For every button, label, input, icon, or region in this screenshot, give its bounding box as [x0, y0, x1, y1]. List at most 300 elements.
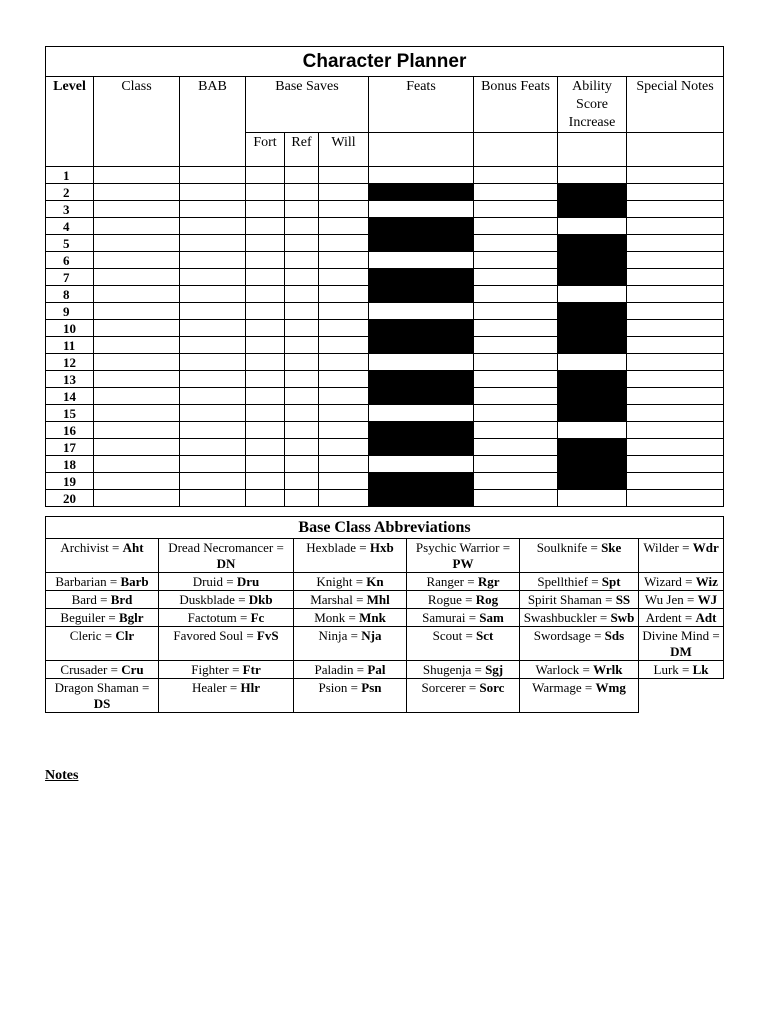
abbreviation-cell [159, 661, 294, 679]
ability-score-cell [558, 320, 627, 337]
class-cell[interactable] [94, 184, 180, 201]
ability-score-cell [558, 269, 627, 286]
abbreviation-cell [46, 679, 159, 713]
class-abbreviation: Mnk [359, 610, 386, 625]
class-name: Factotum = [187, 610, 251, 625]
abbreviations-title: Base Class Abbreviations [46, 517, 724, 539]
abbreviation-cell [159, 539, 294, 573]
class-cell[interactable] [94, 473, 180, 490]
special-notes-cell[interactable] [627, 235, 724, 252]
ref-cell[interactable] [285, 167, 319, 184]
abbreviation-cell [639, 661, 724, 679]
will-cell[interactable] [319, 167, 369, 184]
bab-cell[interactable] [180, 184, 246, 201]
feats-cell [369, 286, 474, 303]
ability-score-cell [558, 303, 627, 320]
ability-score-cell[interactable] [558, 286, 627, 303]
level-row [46, 439, 724, 456]
level-number: 17 [46, 439, 94, 456]
header-blank-cell [558, 133, 627, 167]
feats-cell [369, 337, 474, 354]
bab-cell[interactable] [180, 218, 246, 235]
class-cell[interactable] [94, 388, 180, 405]
will-cell[interactable] [319, 337, 369, 354]
class-abbreviation: Dkb [248, 592, 273, 607]
class-cell[interactable] [94, 201, 180, 218]
class-abbreviation: Wmg [595, 680, 626, 695]
will-cell[interactable] [319, 405, 369, 422]
class-abbreviation: Psn [361, 680, 382, 695]
abbreviation-cell [639, 591, 724, 609]
abbreviation-cell [520, 627, 639, 661]
bonus-feats-cell[interactable] [474, 252, 558, 269]
will-cell[interactable] [319, 269, 369, 286]
special-notes-cell[interactable] [627, 490, 724, 507]
fort-cell[interactable] [246, 286, 285, 303]
feats-cell [369, 235, 474, 252]
class-name: Scout = [432, 628, 477, 643]
fort-cell[interactable] [246, 473, 285, 490]
will-cell[interactable] [319, 388, 369, 405]
bab-cell[interactable] [180, 388, 246, 405]
feats-cell[interactable] [369, 456, 474, 473]
ref-cell[interactable] [285, 371, 319, 388]
class-name: Archivist = [60, 540, 123, 555]
ability-score-cell[interactable] [558, 422, 627, 439]
feats-cell[interactable] [369, 201, 474, 218]
bonus-feats-cell[interactable] [474, 439, 558, 456]
special-notes-cell[interactable] [627, 269, 724, 286]
ref-cell[interactable] [285, 184, 319, 201]
level-row [46, 269, 724, 286]
bab-cell[interactable] [180, 405, 246, 422]
class-abbreviation: DM [670, 644, 692, 659]
header-class: Class [94, 77, 180, 167]
special-notes-cell[interactable] [627, 422, 724, 439]
bonus-feats-cell[interactable] [474, 218, 558, 235]
will-cell[interactable] [319, 490, 369, 507]
special-notes-cell[interactable] [627, 201, 724, 218]
bonus-feats-cell[interactable] [474, 371, 558, 388]
level-number: 12 [46, 354, 94, 371]
abbreviation-row [46, 539, 724, 573]
will-cell[interactable] [319, 252, 369, 269]
bab-cell[interactable] [180, 269, 246, 286]
ability-score-cell [558, 388, 627, 405]
level-number: 1 [46, 167, 94, 184]
base-class-abbreviations-table [45, 516, 724, 713]
class-abbreviation: Pal [367, 662, 386, 677]
fort-cell[interactable] [246, 490, 285, 507]
abbreviation-cell [46, 627, 159, 661]
ability-score-cell [558, 405, 627, 422]
class-abbreviation: Adt [695, 610, 717, 625]
class-cell[interactable] [94, 218, 180, 235]
ref-cell[interactable] [285, 286, 319, 303]
special-notes-cell[interactable] [627, 303, 724, 320]
ref-cell[interactable] [285, 422, 319, 439]
class-cell[interactable] [94, 252, 180, 269]
bonus-feats-cell[interactable] [474, 473, 558, 490]
class-abbreviation: PW [452, 556, 474, 571]
class-name: Fighter = [191, 662, 243, 677]
notes-label: Notes [45, 768, 79, 783]
ability-score-cell [558, 337, 627, 354]
feats-cell [369, 184, 474, 201]
header-ability-score-increase: Ability Score Increase [558, 77, 627, 133]
class-name: Monk = [314, 610, 360, 625]
bab-cell[interactable] [180, 252, 246, 269]
feats-cell [369, 422, 474, 439]
class-abbreviation: Lk [692, 662, 709, 677]
level-row [46, 490, 724, 507]
bonus-feats-cell[interactable] [474, 303, 558, 320]
class-abbreviation: Ftr [242, 662, 261, 677]
class-abbreviation: SS [615, 592, 631, 607]
fort-cell[interactable] [246, 337, 285, 354]
class-name: Wu Jen = [644, 592, 698, 607]
ref-cell[interactable] [285, 473, 319, 490]
abbreviation-cell [520, 539, 639, 573]
feats-cell [369, 388, 474, 405]
empty-cell [639, 679, 724, 713]
abbreviation-cell [407, 609, 520, 627]
bab-cell[interactable] [180, 422, 246, 439]
class-name: Crusader = [60, 662, 122, 677]
fort-cell[interactable] [246, 235, 285, 252]
ability-score-cell[interactable] [558, 167, 627, 184]
level-number: 9 [46, 303, 94, 320]
bonus-feats-cell[interactable] [474, 490, 558, 507]
class-cell[interactable] [94, 337, 180, 354]
bonus-feats-cell[interactable] [474, 337, 558, 354]
special-notes-cell[interactable] [627, 320, 724, 337]
ref-cell[interactable] [285, 439, 319, 456]
ref-cell[interactable] [285, 218, 319, 235]
level-number: 10 [46, 320, 94, 337]
class-abbreviation: Fc [250, 610, 265, 625]
abbreviation-cell [294, 573, 407, 591]
ref-cell[interactable] [285, 337, 319, 354]
abbreviation-cell [639, 627, 724, 661]
bab-cell[interactable] [180, 320, 246, 337]
class-cell[interactable] [94, 405, 180, 422]
ref-cell[interactable] [285, 354, 319, 371]
class-cell[interactable] [94, 286, 180, 303]
ref-cell[interactable] [285, 303, 319, 320]
bonus-feats-cell[interactable] [474, 320, 558, 337]
class-abbreviation: Ske [601, 540, 622, 555]
bab-cell[interactable] [180, 473, 246, 490]
class-name: Psion = [318, 680, 362, 695]
class-name: Lurk = [653, 662, 693, 677]
level-rows [46, 167, 724, 507]
class-name: Favored Soul = [173, 628, 257, 643]
feats-cell[interactable] [369, 252, 474, 269]
fort-cell[interactable] [246, 303, 285, 320]
ability-score-cell [558, 235, 627, 252]
class-abbreviation: Sct [476, 628, 494, 643]
feats-cell [369, 320, 474, 337]
abbreviation-cell [46, 591, 159, 609]
special-notes-cell[interactable] [627, 354, 724, 371]
bonus-feats-cell[interactable] [474, 422, 558, 439]
feats-cell [369, 473, 474, 490]
level-row [46, 473, 724, 490]
class-name: Rogue = [427, 592, 476, 607]
feats-cell[interactable] [369, 405, 474, 422]
class-cell[interactable] [94, 235, 180, 252]
class-cell[interactable] [94, 167, 180, 184]
class-name: Healer = [192, 680, 241, 695]
fort-cell[interactable] [246, 167, 285, 184]
fort-cell[interactable] [246, 252, 285, 269]
bonus-feats-cell[interactable] [474, 354, 558, 371]
bonus-feats-cell[interactable] [474, 456, 558, 473]
header-blank-cell [474, 133, 558, 167]
feats-cell [369, 490, 474, 507]
special-notes-cell[interactable] [627, 252, 724, 269]
class-abbreviation: Wdr [692, 540, 719, 555]
header-fort: Fort [246, 133, 285, 167]
level-number: 2 [46, 184, 94, 201]
level-number: 5 [46, 235, 94, 252]
class-cell[interactable] [94, 490, 180, 507]
special-notes-cell[interactable] [627, 439, 724, 456]
special-notes-cell[interactable] [627, 286, 724, 303]
header-will: Will [319, 133, 369, 167]
fort-cell[interactable] [246, 201, 285, 218]
bonus-feats-cell[interactable] [474, 405, 558, 422]
ref-cell[interactable] [285, 235, 319, 252]
bab-cell[interactable] [180, 490, 246, 507]
ref-cell[interactable] [285, 320, 319, 337]
header-bab: BAB [180, 77, 246, 167]
class-name: Divine Mind = [642, 628, 720, 643]
fort-cell[interactable] [246, 320, 285, 337]
level-number: 14 [46, 388, 94, 405]
class-abbreviation: Swb [610, 610, 635, 625]
bab-cell[interactable] [180, 235, 246, 252]
header-level: Level [46, 77, 94, 167]
ref-cell[interactable] [285, 201, 319, 218]
abbreviation-row [46, 679, 724, 713]
will-cell[interactable] [319, 422, 369, 439]
ref-cell[interactable] [285, 388, 319, 405]
special-notes-cell[interactable] [627, 167, 724, 184]
ability-score-cell [558, 473, 627, 490]
class-name: Swordsage = [533, 628, 605, 643]
class-abbreviation: Aht [122, 540, 144, 555]
ability-score-cell [558, 184, 627, 201]
level-row [46, 405, 724, 422]
bab-cell[interactable] [180, 286, 246, 303]
class-abbreviation: Bglr [119, 610, 144, 625]
ref-cell[interactable] [285, 405, 319, 422]
ref-cell[interactable] [285, 490, 319, 507]
level-number: 6 [46, 252, 94, 269]
bab-cell[interactable] [180, 456, 246, 473]
class-cell[interactable] [94, 371, 180, 388]
class-name: Dragon Shaman = [54, 680, 150, 695]
will-cell[interactable] [319, 218, 369, 235]
ref-cell[interactable] [285, 269, 319, 286]
abbreviation-rows [46, 539, 724, 713]
abbreviation-row [46, 609, 724, 627]
ref-cell[interactable] [285, 252, 319, 269]
bonus-feats-cell[interactable] [474, 184, 558, 201]
fort-cell[interactable] [246, 422, 285, 439]
bab-cell[interactable] [180, 354, 246, 371]
fort-cell[interactable] [246, 184, 285, 201]
bab-cell[interactable] [180, 167, 246, 184]
bonus-feats-cell[interactable] [474, 235, 558, 252]
bab-cell[interactable] [180, 303, 246, 320]
class-abbreviation: Spt [601, 574, 621, 589]
will-cell[interactable] [319, 184, 369, 201]
class-name: Cleric = [69, 628, 116, 643]
class-cell[interactable] [94, 269, 180, 286]
class-abbreviation: Sam [479, 610, 504, 625]
fort-cell[interactable] [246, 269, 285, 286]
class-name: Paladin = [314, 662, 368, 677]
special-notes-cell[interactable] [627, 337, 724, 354]
class-name: Knight = [316, 574, 367, 589]
special-notes-cell[interactable] [627, 184, 724, 201]
will-cell[interactable] [319, 303, 369, 320]
will-cell[interactable] [319, 371, 369, 388]
abbreviation-cell [46, 661, 159, 679]
abbreviation-cell [294, 539, 407, 573]
feats-cell [369, 269, 474, 286]
header-bonus-feats: Bonus Feats [474, 77, 558, 133]
level-row [46, 201, 724, 218]
abbreviation-cell [639, 573, 724, 591]
special-notes-cell[interactable] [627, 456, 724, 473]
will-cell[interactable] [319, 320, 369, 337]
abbreviation-cell [46, 573, 159, 591]
class-abbreviation: Wrlk [593, 662, 623, 677]
level-number: 7 [46, 269, 94, 286]
level-number: 13 [46, 371, 94, 388]
bab-cell[interactable] [180, 371, 246, 388]
abbreviation-cell [294, 627, 407, 661]
ability-score-cell[interactable] [558, 218, 627, 235]
level-number: 15 [46, 405, 94, 422]
abbreviation-cell [294, 661, 407, 679]
level-row [46, 456, 724, 473]
class-name: Ranger = [426, 574, 478, 589]
level-number: 3 [46, 201, 94, 218]
level-number: 19 [46, 473, 94, 490]
fort-cell[interactable] [246, 354, 285, 371]
class-name: Hexblade = [306, 540, 370, 555]
feats-cell [369, 439, 474, 456]
special-notes-cell[interactable] [627, 473, 724, 490]
class-abbreviation: DN [216, 556, 236, 571]
abbreviation-row [46, 573, 724, 591]
level-row [46, 422, 724, 439]
ability-score-cell[interactable] [558, 490, 627, 507]
will-cell[interactable] [319, 286, 369, 303]
special-notes-cell[interactable] [627, 218, 724, 235]
abbreviation-cell [639, 609, 724, 627]
bonus-feats-cell[interactable] [474, 201, 558, 218]
feats-cell[interactable] [369, 167, 474, 184]
abbreviation-cell [639, 539, 724, 573]
header-special-notes: Special Notes [627, 77, 724, 133]
level-row [46, 371, 724, 388]
ability-score-cell [558, 456, 627, 473]
class-abbreviation: FvS [256, 628, 279, 643]
class-cell[interactable] [94, 456, 180, 473]
will-cell[interactable] [319, 456, 369, 473]
special-notes-cell[interactable] [627, 388, 724, 405]
class-name: Ardent = [645, 610, 696, 625]
class-abbreviation: Mhl [366, 592, 390, 607]
fort-cell[interactable] [246, 388, 285, 405]
will-cell[interactable] [319, 473, 369, 490]
bab-cell[interactable] [180, 439, 246, 456]
ability-score-cell[interactable] [558, 354, 627, 371]
abbreviation-cell [407, 627, 520, 661]
bonus-feats-cell[interactable] [474, 269, 558, 286]
bab-cell[interactable] [180, 337, 246, 354]
feats-cell [369, 371, 474, 388]
abbreviation-cell [159, 609, 294, 627]
class-cell[interactable] [94, 422, 180, 439]
class-name: Wilder = [643, 540, 693, 555]
will-cell[interactable] [319, 439, 369, 456]
will-cell[interactable] [319, 354, 369, 371]
fort-cell[interactable] [246, 456, 285, 473]
fort-cell[interactable] [246, 371, 285, 388]
class-name: Beguiler = [60, 610, 120, 625]
will-cell[interactable] [319, 235, 369, 252]
level-row [46, 286, 724, 303]
class-cell[interactable] [94, 303, 180, 320]
special-notes-cell[interactable] [627, 371, 724, 388]
fort-cell[interactable] [246, 218, 285, 235]
fort-cell[interactable] [246, 439, 285, 456]
bonus-feats-cell[interactable] [474, 388, 558, 405]
abbreviation-cell [407, 591, 520, 609]
header-blank-cell [627, 133, 724, 167]
class-abbreviation: Cru [121, 662, 144, 677]
level-row [46, 167, 724, 184]
feats-cell[interactable] [369, 303, 474, 320]
fort-cell[interactable] [246, 405, 285, 422]
class-cell[interactable] [94, 439, 180, 456]
abbreviation-cell [407, 679, 520, 713]
class-name: Barbarian = [55, 574, 121, 589]
bonus-feats-cell[interactable] [474, 286, 558, 303]
bab-cell[interactable] [180, 201, 246, 218]
special-notes-cell[interactable] [627, 405, 724, 422]
class-abbreviation: Sds [604, 628, 625, 643]
class-cell[interactable] [94, 320, 180, 337]
class-name: Spellthief = [537, 574, 602, 589]
ref-cell[interactable] [285, 456, 319, 473]
class-cell[interactable] [94, 354, 180, 371]
will-cell[interactable] [319, 201, 369, 218]
level-row [46, 235, 724, 252]
level-row [46, 252, 724, 269]
feats-cell[interactable] [369, 354, 474, 371]
class-name: Swashbuckler = [523, 610, 611, 625]
bonus-feats-cell[interactable] [474, 167, 558, 184]
abbreviation-cell [407, 539, 520, 573]
